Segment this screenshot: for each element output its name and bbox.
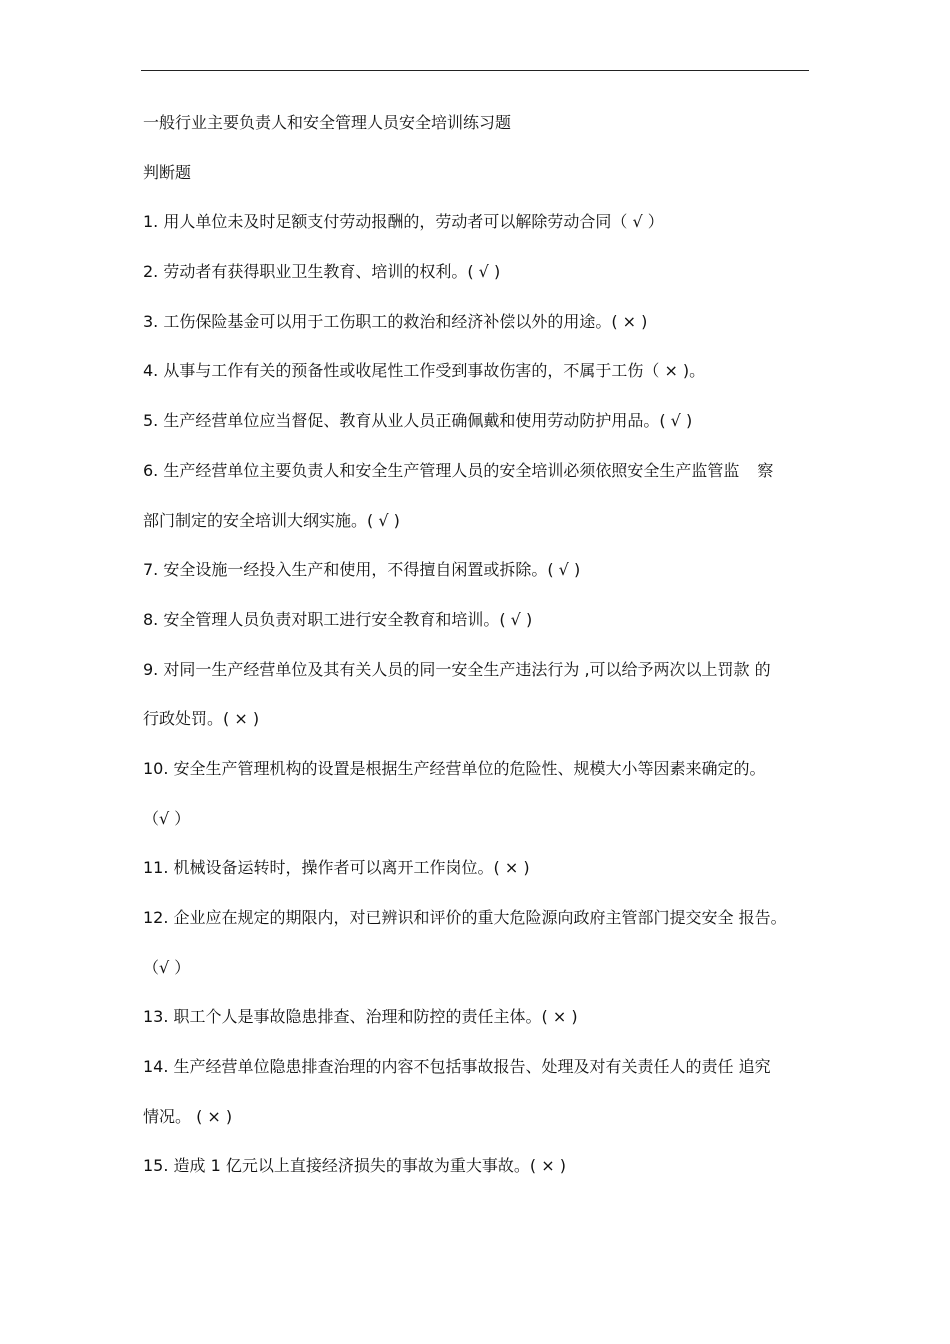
question-12-line-2: （√ ） xyxy=(143,957,191,977)
question-10-line-1: 10. 安全生产管理机构的设置是根据生产经营单位的危险性、规模大小等因素来确定的。 xyxy=(143,758,766,778)
question-3: 3. 工伤保险基金可以用于工伤职工的救治和经济补偿以外的用途。( × ) xyxy=(143,311,648,331)
question-6-line-2: 部门制定的安全培训大纲实施。( √ ) xyxy=(143,510,400,530)
question-6-text: 6. 生产经营单位主要负责人和安全生产管理人员的安全培训必须依照安全生产监管监 xyxy=(143,460,740,480)
document-body xyxy=(143,108,823,1201)
section-heading: 判断题 xyxy=(143,162,192,182)
question-5: 5. 生产经营单位应当督促、教育从业人员正确佩戴和使用劳动防护用品。( √ ) xyxy=(143,411,693,431)
question-4: 4. 从事与工作有关的预备性或收尾性工作受到事故伤害的，不属于工伤（ × )。 xyxy=(143,361,706,381)
question-15: 15. 造成 1 亿元以上直接经济损失的事故为重大事故。( × ) xyxy=(143,1156,566,1176)
question-7: 7. 安全设施一经投入生产和使用，不得擅自闲置或拆除。( √ ) xyxy=(143,560,581,580)
question-11: 11. 机械设备运转时，操作者可以离开工作岗位。( × ) xyxy=(143,858,530,878)
question-6-line-1 xyxy=(143,456,823,506)
question-9-line-2: 行政处罚。( × ) xyxy=(143,709,260,729)
question-13: 13. 职工个人是事故隐患排查、治理和防控的责任主体。( × ) xyxy=(143,1007,578,1027)
document-title: 一般行业主要负责人和安全管理人员安全培训练习题 xyxy=(143,113,512,132)
question-6-tail: 察 xyxy=(757,460,774,480)
question-12-line-1: 12. 企业应在规定的期限内，对已辨识和评价的重大危险源向政府主管部门提交安全 报告。 xyxy=(143,908,787,927)
header-rule xyxy=(141,70,809,71)
question-2: 2. 劳动者有获得职业卫生教育、培训的权利。( √ ) xyxy=(143,262,501,282)
question-8: 8. 安全管理人员负责对职工进行安全教育和培训。( √ ) xyxy=(143,609,533,629)
question-1: 1. 用人单位未及时足额支付劳动报酬的，劳动者可以解除劳动合同（ √ ） xyxy=(143,212,664,232)
question-14-line-1: 14. 生产经营单位隐患排查治理的内容不包括事故报告、处理及对有关责任人的责任 追究 xyxy=(143,1057,771,1077)
question-14-line-2: 情况。 ( × ) xyxy=(143,1106,233,1126)
question-9-line-1: 9. 对同一生产经营单位及其有关人员的同一安全生产违法行为 ,可以给予两次以上罚款 的 xyxy=(143,659,771,679)
question-10-line-2: （√ ） xyxy=(143,808,191,828)
